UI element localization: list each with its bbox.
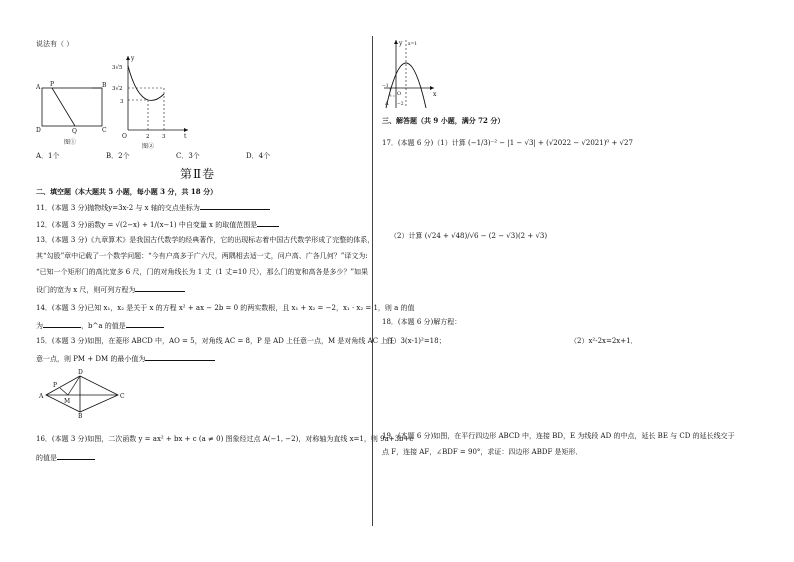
origin-label: O: [122, 133, 127, 140]
question-11: [36, 202, 270, 213]
question-intro: 说法有（ ）: [36, 40, 74, 48]
question-17-label: 17．(本题 6 分)（1）计算: [382, 139, 466, 147]
label-D: D: [36, 127, 41, 134]
question-18-header: 18．(本题 6 分)解方程：: [382, 318, 462, 326]
question-12-text: 12．(本题 3 分)函数y = √(2−x) + 1/(x−1) 中自变量 x 的取值范围是: [36, 221, 258, 229]
answer-blank: [145, 353, 215, 361]
answer-blank: [200, 202, 270, 210]
question-14-text-b: ，b^a 的值是: [81, 322, 126, 330]
option-b: B．2个: [106, 152, 130, 160]
label-D: D: [78, 369, 83, 376]
question-13-line-4: [36, 284, 185, 295]
label-B: B: [78, 413, 83, 420]
caption-fig2: 图②: [142, 143, 155, 150]
question-13-line-3: “已知一个矩形门的高比宽多 6 尺，门的对角线长为 1 丈（1 丈=10 尺），那么门的宽和高各是多少？”如果: [36, 268, 369, 276]
y-tick-2: 3√2: [112, 86, 123, 92]
label-C: C: [120, 393, 125, 400]
question-11-text: 11．(本题 3 分)抛物线y=3x-2 与 x 轴的交点坐标为: [36, 204, 200, 212]
section-title: 第Ⅱ卷: [180, 167, 216, 181]
label-P: P: [53, 382, 58, 389]
y-axis-label: y: [399, 40, 403, 47]
option-c: C．3个: [176, 152, 200, 160]
question-18-part-2: （2）x²-2x=2x+1．: [570, 337, 638, 345]
question-15-line-2: [36, 353, 215, 364]
x-tick-2: 3: [162, 134, 166, 140]
question-16-line-1: 16．(本题 3 分)如图，二次函数 y = ax² + bx + c (a ≠ 0) 图象经过点 A(−1, −2)，对称轴为直线 x=1，则 9a+3b+c: [36, 435, 414, 443]
question-19-line-2: 点 F，连接 AF，∠BDF = 90°，求证：四边形 ABDF 是矩形．: [382, 448, 583, 456]
question-17-part-2-label: （2）计算: [390, 232, 423, 240]
axis-of-symmetry-label: x=1: [408, 42, 418, 47]
question-14-line-1: 14．(本题 3 分)已知 x₁，x₂ 是关于 x 的方程 x² + ax − 2b = 0 的两实数根，且 x₁ + x₂ = −2，x₁ · x₂ = 1，则 a 的值: [36, 304, 415, 312]
answer-blank: [126, 320, 164, 328]
option-a: A．1个: [36, 152, 60, 160]
y-tick-3: 3: [120, 99, 124, 105]
answer-blank: [43, 320, 81, 328]
question-12: [36, 219, 279, 230]
option-d: D．4个: [246, 152, 271, 160]
question-13-text: 设门的宽为 x 尺，则可列方程为: [36, 286, 136, 294]
question-14-line-2: [36, 320, 164, 331]
question-18-part-1: （1）3(x-1)²=18；: [382, 337, 446, 345]
section-2-header: 二、填空题（本大题共 5 小题，每小题 3 分，共 18 分）: [36, 187, 218, 196]
x-axis-label: t: [184, 133, 187, 140]
label-P: P: [50, 81, 55, 88]
tick-neg2: −2: [397, 102, 404, 107]
label-A: A: [36, 84, 41, 91]
question-17-part-1: [382, 139, 633, 148]
figure-2-graph: [110, 52, 194, 150]
y-axis-label: y: [131, 55, 135, 62]
label-B: B: [102, 82, 107, 89]
label-Q: Q: [72, 128, 77, 135]
y-tick-1: 3√5: [112, 65, 123, 71]
question-16-line-2: [36, 452, 95, 463]
point-A-label: A: [385, 101, 389, 107]
question-16-text: 的值是: [36, 454, 57, 462]
column-divider: [372, 36, 373, 526]
answer-blank: [135, 284, 185, 292]
x-axis-label: x: [433, 91, 437, 98]
label-M: M: [64, 398, 71, 405]
x-tick-1: 2: [146, 134, 150, 140]
question-15-text: 意一点，则 PM + DM 的最小值为: [36, 355, 146, 363]
answer-blank: [57, 452, 95, 460]
tick-neg1: −1: [382, 84, 389, 89]
question-17-part-2: [390, 232, 547, 241]
question-17-expression-1: (−1/3)⁻² − |1 − √3| + (√2022 − √2021)⁰ + √27: [467, 139, 633, 147]
question-19-line-1: 19．(本题 6 分)如图，在平行四边形 ABCD 中，连接 BD，E 为线段 AD 的中点，延长 BE 与 CD 的延长线交于: [382, 432, 735, 440]
question-13-line-1: 13．(本题 3 分)《九章算术》是我国古代数学的经典著作，它的出现标志着中国古代数学形成了完整的体系，: [36, 236, 375, 244]
label-C: C: [102, 127, 107, 134]
question-17-expression-2: (√24 + √48)/√6 − (2 − √3)(2 + √3): [424, 232, 548, 240]
figure-1-rectangle: [34, 80, 114, 150]
figure-4-parabola: [380, 36, 440, 112]
question-13-line-2: 其“勾股”章中记载了一个数学问题：“今有户高多于广六尺，两隅相去适一丈，问户高、广各几何？”译文为:: [36, 252, 368, 260]
question-14-text-a: 为: [36, 322, 43, 330]
caption-fig1: 图①: [64, 139, 77, 146]
question-15-line-1: 15．(本题 3 分)如图，在菱形 ABCD 中，AO = 5，对角线 AC = 8，P 是 AD 上任意一点，M 是对角线 AC 上任: [36, 337, 395, 345]
section-3-header: 三、解答题（共 9 小题，满分 72 分）: [382, 116, 505, 125]
answer-blank: [257, 219, 279, 227]
figure-3-rhombus: [38, 368, 128, 420]
origin-label: O: [397, 91, 402, 97]
label-A: A: [39, 393, 44, 400]
